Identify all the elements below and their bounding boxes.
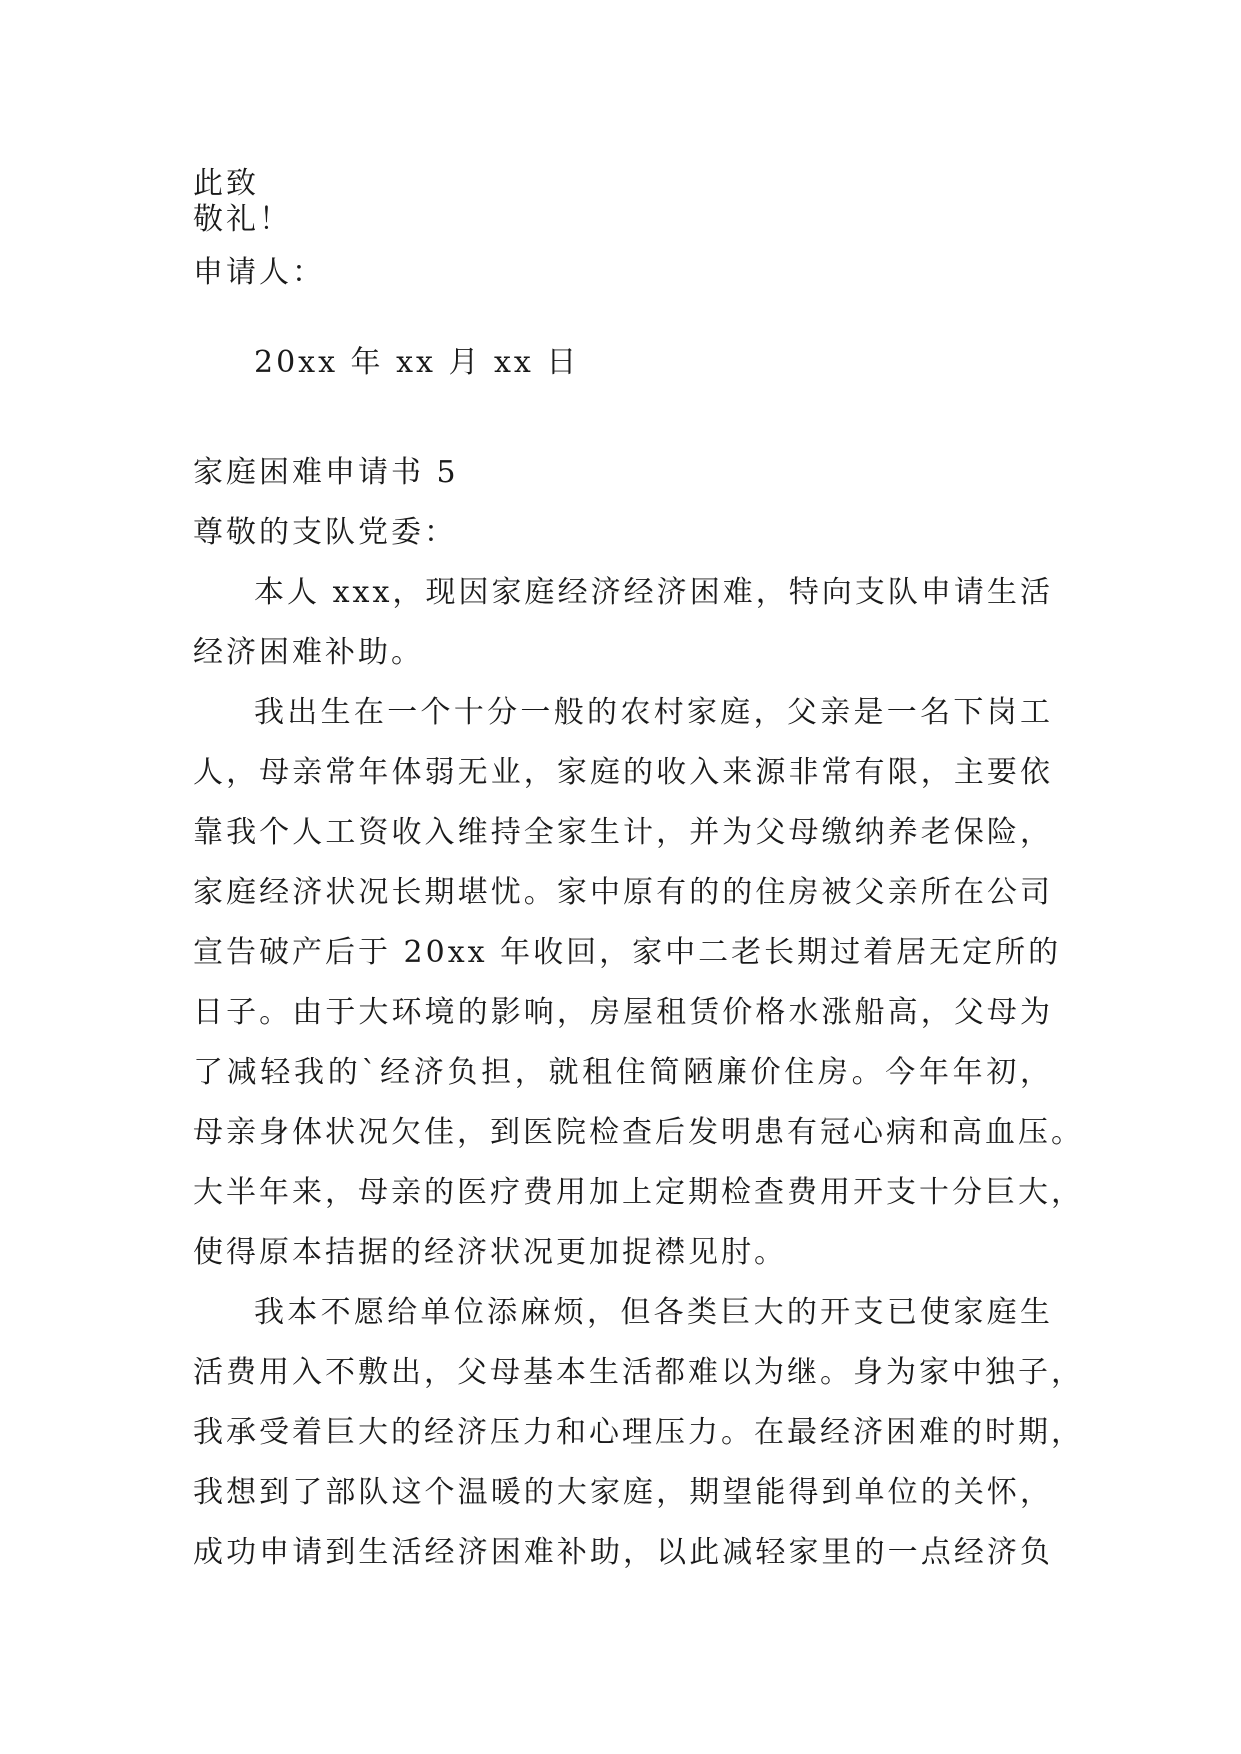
- body-line: 我想到了部队这个温暖的大家庭，期望能得到单位的关怀，: [193, 1475, 1053, 1510]
- body-line: 家庭经济状况长期堪忧。家中原有的的住房被父亲所在公司: [193, 875, 1053, 910]
- body-line: 本人 xxx，现因家庭经济经济困难，特向支队申请生活: [254, 575, 1053, 610]
- letter-addressee: 尊敬的支队党委：: [193, 515, 457, 550]
- body-line: 使得原本拮据的经济状况更加捉襟见肘。: [193, 1235, 787, 1270]
- body-line: 经济困难补助。: [193, 635, 424, 670]
- body-line: 我出生在一个十分一般的农村家庭，父亲是一名下岗工: [254, 695, 1053, 730]
- body-line: 我承受着巨大的经济压力和心理压力。在最经济困难的时期，: [193, 1415, 1084, 1450]
- body-line: 活费用入不敷出，父母基本生活都难以为继。身为家中独子，: [193, 1355, 1084, 1390]
- body-line: 母亲身体状况欠佳，到医院检查后发明患有冠心病和高血压。: [193, 1115, 1084, 1150]
- body-line: 我本不愿给单位添麻烦，但各类巨大的开支已使家庭生: [254, 1295, 1053, 1330]
- body-line: 日子。由于大环境的影响，房屋租赁价格水涨船高，父母为: [193, 995, 1053, 1030]
- body-line: 成功申请到生活经济困难补助，以此减轻家里的一点经济负: [193, 1535, 1053, 1570]
- applicant-label: 申请人：: [193, 255, 325, 290]
- closing-salutation-1: 此致: [193, 166, 259, 201]
- body-line: 靠我个人工资收入维持全家生计，并为父母缴纳养老保险，: [193, 815, 1053, 850]
- body-line: 人，母亲常年体弱无业，家庭的收入来源非常有限，主要依: [193, 755, 1053, 790]
- body-line: 宣告破产后于 20xx 年收回，家中二老长期过着居无定所的: [193, 935, 1062, 970]
- letter-title: 家庭困难申请书 5: [193, 455, 459, 490]
- body-line: 了减轻我的`经济负担，就租住简陋廉价住房。今年年初，: [193, 1055, 1053, 1090]
- body-line: 大半年来，母亲的医疗费用加上定期检查费用开支十分巨大，: [193, 1175, 1084, 1210]
- application-date: 20xx 年 xx 月 xx 日: [254, 345, 580, 380]
- closing-salutation-2: 敬礼！: [193, 202, 292, 237]
